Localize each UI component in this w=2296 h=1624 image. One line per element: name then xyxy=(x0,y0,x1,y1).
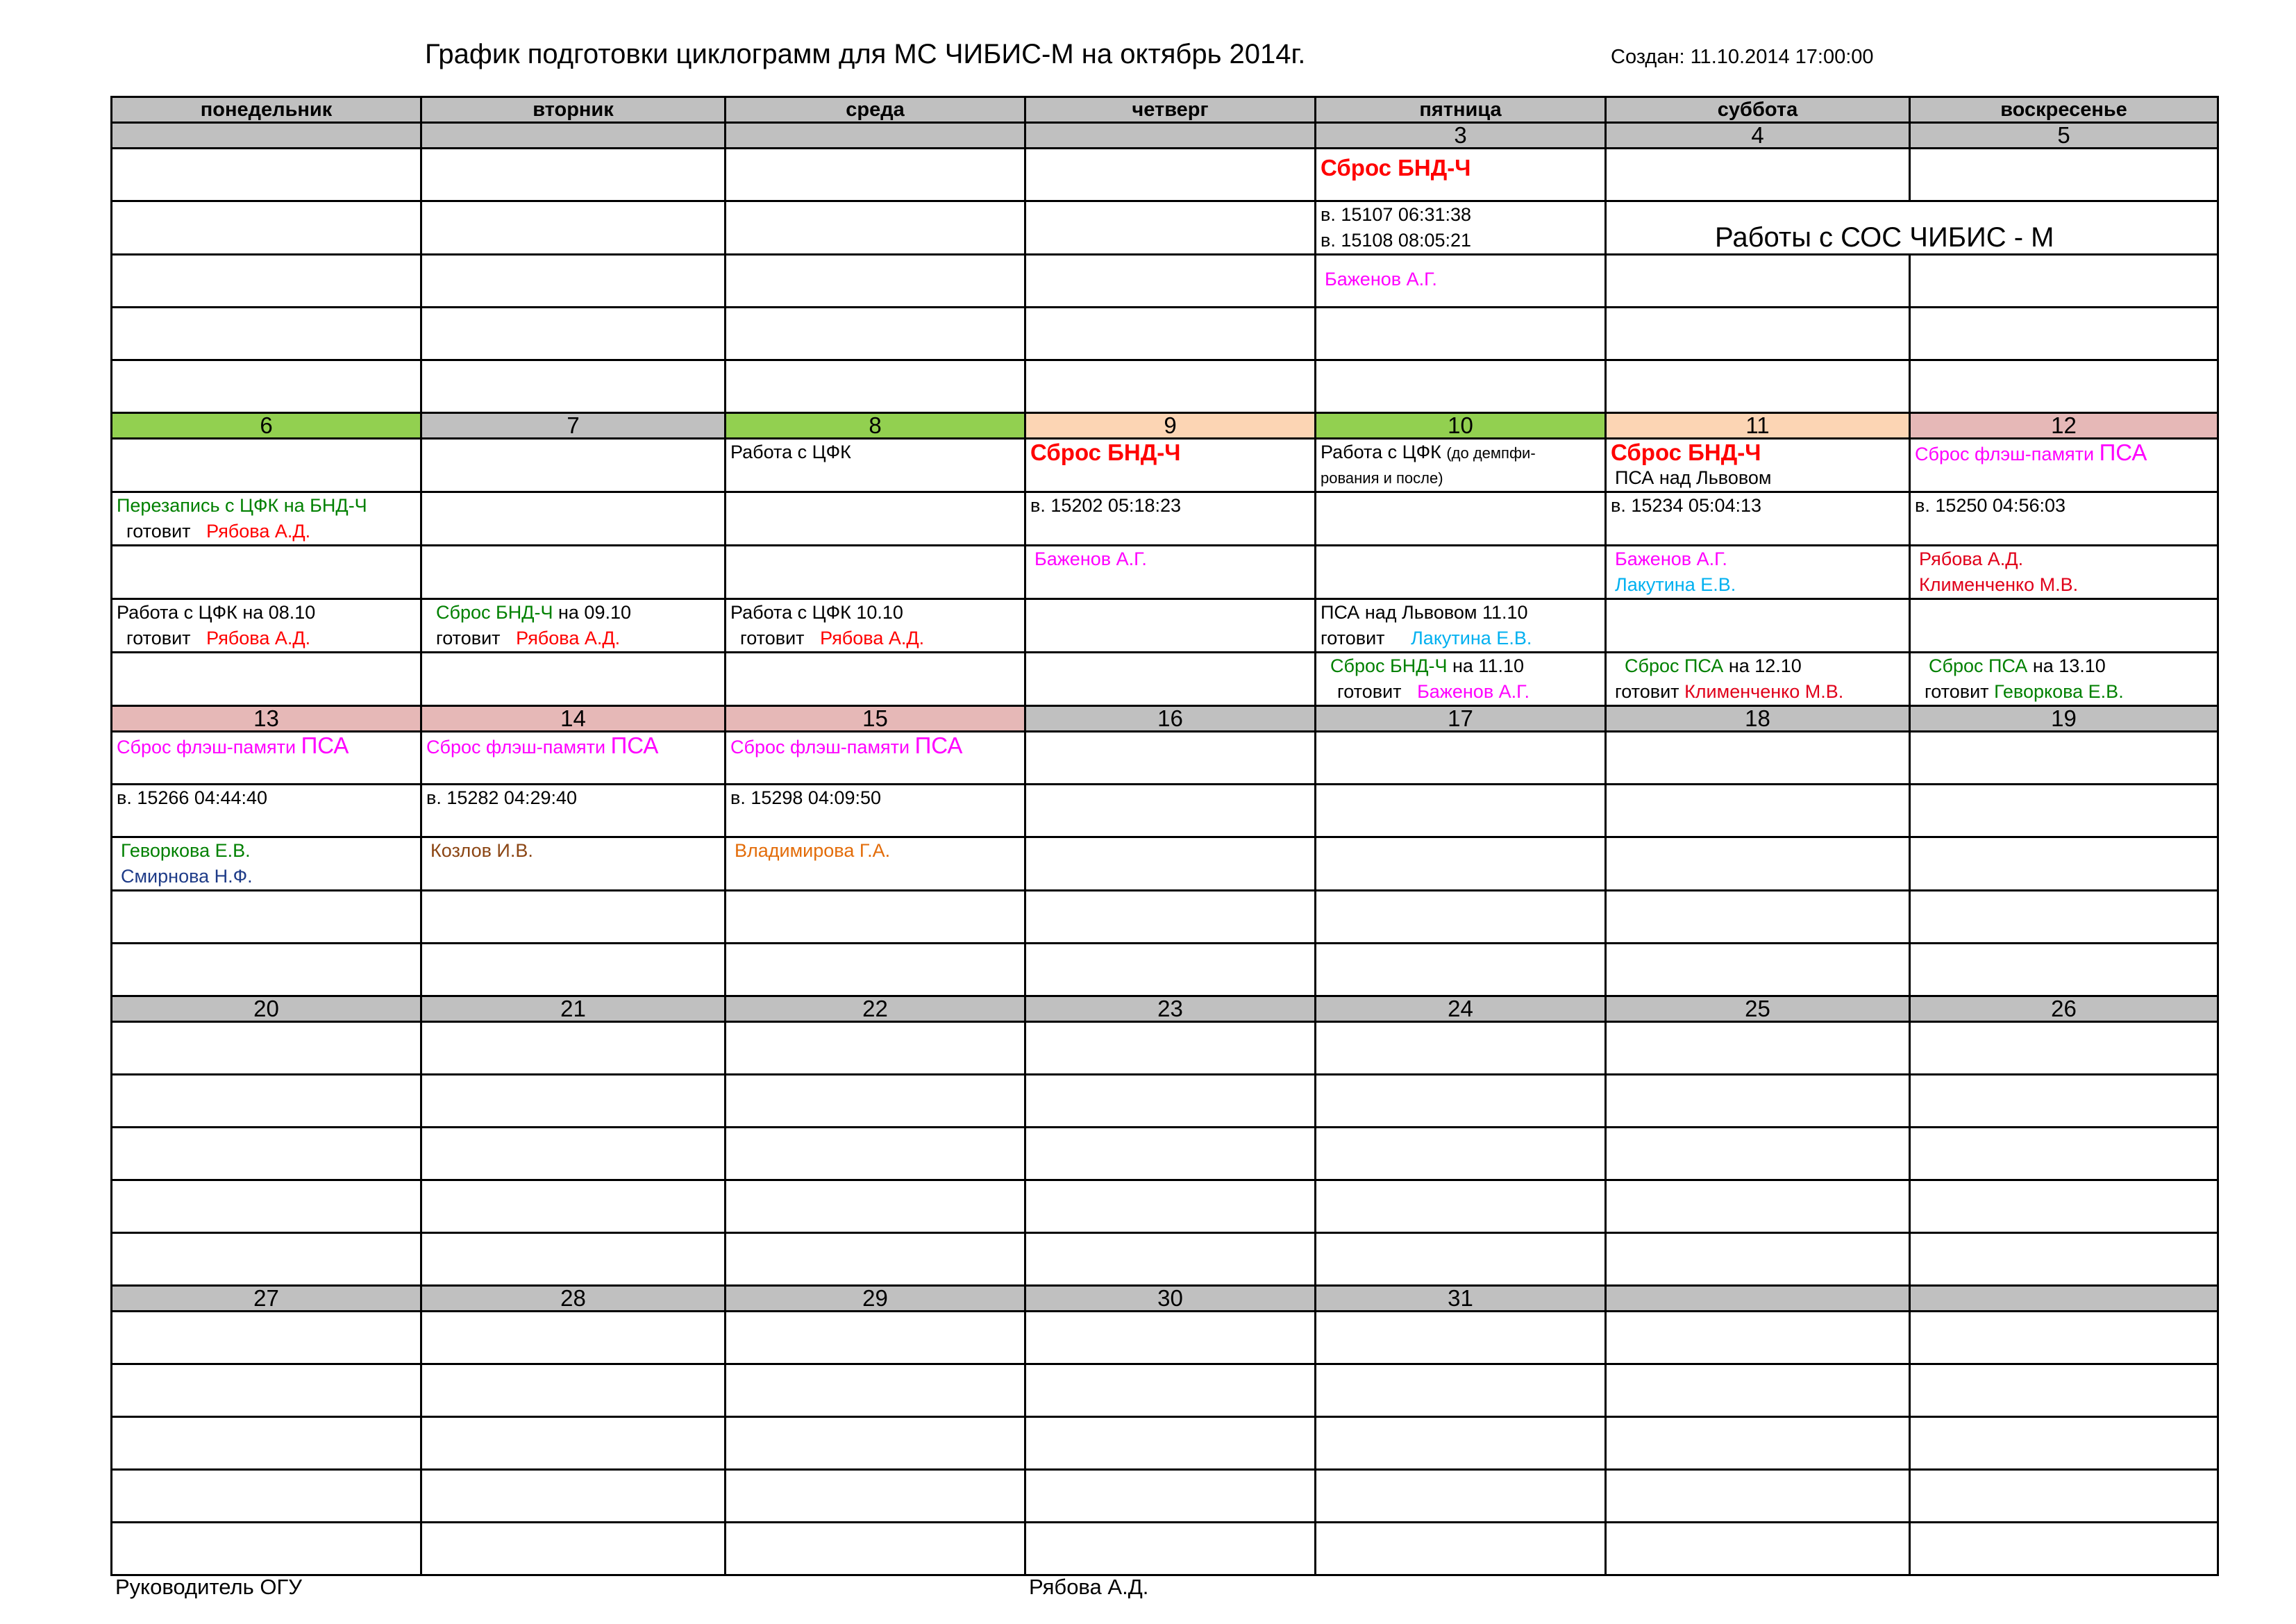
day-cell xyxy=(1025,1128,1316,1180)
day-cell xyxy=(1606,891,1910,944)
calendar-grid xyxy=(110,96,2219,1576)
day-cell xyxy=(1025,944,1316,996)
date-cell: 7 xyxy=(421,413,726,439)
day-cell xyxy=(1910,308,2218,360)
orbit-time: в. 15107 06:31:38 xyxy=(1321,204,1472,225)
date-cell: 4 xyxy=(1606,123,1910,149)
day-cell xyxy=(421,891,726,944)
day-cell xyxy=(1316,599,1606,653)
day-cell xyxy=(421,732,726,785)
day-cell xyxy=(421,1470,726,1523)
day-cell xyxy=(1316,492,1606,546)
day-cell xyxy=(1606,308,1910,360)
day-cell xyxy=(421,1233,726,1286)
date-cell: 31 xyxy=(1316,1286,1606,1312)
day-cell xyxy=(1025,1417,1316,1470)
event-note: (до демпфи- xyxy=(1446,444,1536,462)
day-cell xyxy=(726,1470,1025,1523)
event-text: Сброс БНД-Ч xyxy=(436,602,553,623)
day-cell xyxy=(1606,1470,1910,1523)
day-cell xyxy=(726,492,1025,546)
day-cell xyxy=(112,1364,421,1417)
day-cell xyxy=(1606,1180,1910,1233)
event-text: Работа с ЦФК xyxy=(1321,442,1447,462)
day-cell xyxy=(726,785,1025,837)
day-cell xyxy=(421,785,726,837)
day-cell xyxy=(1316,1075,1606,1128)
day-cell xyxy=(1025,492,1316,546)
day-cell xyxy=(421,944,726,996)
day-cell xyxy=(1316,1470,1606,1523)
day-cell xyxy=(112,201,421,255)
day-cell xyxy=(112,149,421,201)
day-cell xyxy=(1910,492,2218,546)
day-cell xyxy=(421,1075,726,1128)
day-cell xyxy=(1316,1417,1606,1470)
event-title-psa: ПСА xyxy=(2099,440,2147,465)
day-cell xyxy=(1316,1523,1606,1575)
day-cell xyxy=(1025,1233,1316,1286)
date-cell: 28 xyxy=(421,1286,726,1312)
event-text: Работа с ЦФК на 08.10 xyxy=(117,602,316,623)
day-cell xyxy=(421,1417,726,1470)
day-cell xyxy=(112,732,421,785)
page-title: График подготовки циклограмм для МС ЧИБИС-М на октябрь 2014г. xyxy=(425,39,1306,69)
day-cell xyxy=(1316,1128,1606,1180)
person-name: Лакутина Е.В. xyxy=(1411,628,1532,648)
day-cell xyxy=(1316,785,1606,837)
day-cell xyxy=(1606,360,1910,413)
day-cell xyxy=(1025,1075,1316,1128)
day-cell xyxy=(112,1417,421,1470)
day-cell xyxy=(726,1364,1025,1417)
orbit-time: в. 15202 05:18:23 xyxy=(1030,495,1182,516)
weekday-header: пятница xyxy=(1316,97,1606,123)
date-cell: 26 xyxy=(1910,996,2218,1022)
event-title: Сброс БНД-Ч xyxy=(1611,440,1761,465)
date-cell: 25 xyxy=(1606,996,1910,1022)
person-name: Рябова А.Д. xyxy=(516,628,621,648)
date-cell: 21 xyxy=(421,996,726,1022)
day-cell xyxy=(1025,201,1316,255)
day-cell xyxy=(1910,944,2218,996)
day-cell xyxy=(726,891,1025,944)
day-cell xyxy=(1316,149,1606,201)
day-cell xyxy=(726,599,1025,653)
event-text: Сброс ПСА xyxy=(1929,655,2028,676)
person-name: Клименченко М.В. xyxy=(1684,681,1844,702)
event-text: Работа с ЦФК 10.10 xyxy=(730,602,903,623)
date-cell: 16 xyxy=(1025,706,1316,732)
day-cell xyxy=(112,308,421,360)
day-cell xyxy=(421,201,726,255)
date-cell: 17 xyxy=(1316,706,1606,732)
day-cell xyxy=(726,149,1025,201)
day-cell xyxy=(421,308,726,360)
event-note: рования и после) xyxy=(1321,469,1443,487)
day-cell xyxy=(1910,546,2218,599)
day-cell xyxy=(1606,653,1910,706)
day-cell xyxy=(1025,837,1316,891)
day-cell xyxy=(112,360,421,413)
weekday-header: понедельник xyxy=(112,97,421,123)
day-cell xyxy=(112,785,421,837)
date-cell: 5 xyxy=(1910,123,2218,149)
orbit-time: в. 15108 08:05:21 xyxy=(1321,230,1472,251)
day-cell xyxy=(726,1128,1025,1180)
date-cell: 10 xyxy=(1316,413,1606,439)
day-cell xyxy=(1606,546,1910,599)
day-cell xyxy=(112,1312,421,1364)
date-cell: 15 xyxy=(726,706,1025,732)
soc-works-label: Работы с СОС ЧИБИС - М xyxy=(1715,222,2054,253)
day-cell xyxy=(421,653,726,706)
day-cell xyxy=(1316,653,1606,706)
day-cell xyxy=(421,149,726,201)
day-cell xyxy=(112,1075,421,1128)
day-cell xyxy=(1606,1075,1910,1128)
event-text: Перезапись с ЦФК на БНД-Ч xyxy=(117,495,367,516)
day-cell xyxy=(1606,1523,1910,1575)
day-cell xyxy=(112,891,421,944)
date-cell: 13 xyxy=(112,706,421,732)
day-cell xyxy=(726,837,1025,891)
day-cell xyxy=(1025,1364,1316,1417)
event-text: Работа с ЦФК xyxy=(730,442,851,462)
prep-label: готовит xyxy=(126,628,191,648)
event-text: на 13.10 xyxy=(2027,655,2106,676)
person-name: Клименченко М.В. xyxy=(1919,574,2079,595)
day-cell xyxy=(112,599,421,653)
event-text: на 11.10 xyxy=(1447,655,1524,676)
person-name: Лакутина Е.В. xyxy=(1615,574,1736,595)
person-name: Смирнова Н.Ф. xyxy=(121,866,253,887)
day-cell xyxy=(421,1180,726,1233)
day-cell xyxy=(1316,308,1606,360)
day-cell xyxy=(1316,360,1606,413)
footer-signatory: Рябова А.Д. xyxy=(1029,1575,1149,1599)
day-cell xyxy=(112,1233,421,1286)
date-cell xyxy=(421,123,726,149)
person-name: Баженов А.Г. xyxy=(1615,549,1727,569)
date-cell xyxy=(1606,1286,1910,1312)
day-cell xyxy=(1316,891,1606,944)
date-cell: 27 xyxy=(112,1286,421,1312)
day-cell xyxy=(112,1128,421,1180)
day-cell xyxy=(1606,255,1910,308)
day-cell xyxy=(112,492,421,546)
day-cell xyxy=(1606,149,1910,201)
day-cell xyxy=(1910,837,2218,891)
event-text: Сброс ПСА xyxy=(1625,655,1724,676)
day-cell xyxy=(1606,837,1910,891)
day-cell xyxy=(726,944,1025,996)
date-cell xyxy=(1025,123,1316,149)
prep-label: готовит xyxy=(126,521,191,542)
date-cell: 6 xyxy=(112,413,421,439)
day-cell xyxy=(1606,732,1910,785)
date-cell: 24 xyxy=(1316,996,1606,1022)
day-cell xyxy=(1910,1180,2218,1233)
day-cell xyxy=(1025,360,1316,413)
date-cell: 12 xyxy=(1910,413,2218,439)
day-cell xyxy=(1025,1022,1316,1075)
event-text: на 09.10 xyxy=(553,602,631,623)
day-cell xyxy=(726,1417,1025,1470)
day-cell xyxy=(421,1312,726,1364)
day-cell xyxy=(1025,308,1316,360)
day-cell xyxy=(1025,1470,1316,1523)
day-cell xyxy=(112,1470,421,1523)
event-title: Сброс БНД-Ч xyxy=(1030,440,1181,465)
person-name: Рябова А.Д. xyxy=(820,628,925,648)
weekday-header: четверг xyxy=(1025,97,1316,123)
day-cell xyxy=(112,439,421,492)
date-cell: 18 xyxy=(1606,706,1910,732)
day-cell xyxy=(726,308,1025,360)
day-cell xyxy=(1910,1128,2218,1180)
day-cell xyxy=(1025,1180,1316,1233)
day-cell xyxy=(1025,785,1316,837)
day-cell xyxy=(421,1523,726,1575)
person-name: Геворкова Е.В. xyxy=(1994,681,2124,702)
day-cell xyxy=(421,255,726,308)
day-cell xyxy=(726,1523,1025,1575)
person-name: Баженов А.Г. xyxy=(1034,549,1147,569)
day-cell xyxy=(1025,255,1316,308)
date-cell: 29 xyxy=(726,1286,1025,1312)
day-cell xyxy=(421,1022,726,1075)
day-cell xyxy=(726,255,1025,308)
day-cell xyxy=(726,1022,1025,1075)
day-cell xyxy=(1606,785,1910,837)
day-cell xyxy=(1316,439,1606,492)
day-cell xyxy=(421,492,726,546)
event-title: Сброс флэш-памяти xyxy=(1915,444,2100,464)
event-title: Сброс БНД-Ч xyxy=(1321,155,1471,181)
day-cell xyxy=(726,732,1025,785)
day-cell xyxy=(1606,492,1910,546)
weekday-header: вторник xyxy=(421,97,726,123)
day-cell xyxy=(112,1022,421,1075)
day-cell xyxy=(1910,1364,2218,1417)
day-cell xyxy=(1910,439,2218,492)
day-cell xyxy=(1910,1233,2218,1286)
date-cell: 3 xyxy=(1316,123,1606,149)
day-cell xyxy=(1606,439,1910,492)
day-cell xyxy=(1316,1180,1606,1233)
day-cell xyxy=(1606,599,1910,653)
day-cell xyxy=(1910,1470,2218,1523)
day-cell xyxy=(1316,546,1606,599)
day-cell xyxy=(1910,785,2218,837)
event-title-psa: ПСА xyxy=(610,733,659,758)
prep-label: готовит xyxy=(1925,681,1989,702)
event-title: Сброс флэш-памяти xyxy=(730,737,915,757)
person-name: Владимирова Г.А. xyxy=(735,840,891,861)
day-cell xyxy=(1025,546,1316,599)
day-cell xyxy=(1025,891,1316,944)
day-cell xyxy=(726,1180,1025,1233)
day-cell xyxy=(1910,149,2218,201)
day-cell xyxy=(1025,732,1316,785)
event-title: Сброс флэш-памяти xyxy=(117,737,301,757)
day-cell xyxy=(1025,1523,1316,1575)
event-title: Сброс флэш-памяти xyxy=(426,737,611,757)
event-title-psa: ПСА xyxy=(914,733,963,758)
date-cell: 30 xyxy=(1025,1286,1316,1312)
event-text: ПСА над Львовом 11.10 xyxy=(1321,602,1528,623)
event-text: ПСА над Львовом xyxy=(1615,467,1772,488)
day-cell xyxy=(1316,1022,1606,1075)
event-text: на 12.10 xyxy=(1723,655,1802,676)
person-name: Рябова А.Д. xyxy=(206,521,311,542)
day-cell xyxy=(726,439,1025,492)
day-cell xyxy=(1910,1417,2218,1470)
day-cell xyxy=(1910,360,2218,413)
day-cell xyxy=(1910,732,2218,785)
day-cell xyxy=(112,653,421,706)
day-cell xyxy=(1910,1312,2218,1364)
day-cell xyxy=(1316,732,1606,785)
date-cell: 9 xyxy=(1025,413,1316,439)
orbit-time: в. 15298 04:09:50 xyxy=(730,787,882,808)
day-cell xyxy=(421,439,726,492)
day-cell xyxy=(421,599,726,653)
day-cell xyxy=(1606,1312,1910,1364)
orbit-time: в. 15250 04:56:03 xyxy=(1915,495,2066,516)
date-cell: 22 xyxy=(726,996,1025,1022)
day-cell xyxy=(726,546,1025,599)
day-cell xyxy=(112,1180,421,1233)
day-cell xyxy=(112,546,421,599)
prep-label: готовит xyxy=(436,628,501,648)
day-cell xyxy=(726,1312,1025,1364)
person-name: Баженов А.Г. xyxy=(1417,681,1530,702)
date-cell xyxy=(1910,1286,2218,1312)
day-cell xyxy=(421,360,726,413)
day-cell xyxy=(421,1364,726,1417)
day-cell xyxy=(1316,944,1606,996)
day-cell xyxy=(1606,1128,1910,1180)
person-name: Геворкова Е.В. xyxy=(121,840,251,861)
person-name: Баженов А.Г. xyxy=(1325,269,1437,290)
day-cell xyxy=(1316,201,1606,255)
day-cell xyxy=(1910,599,2218,653)
event-text: Сброс БНД-Ч xyxy=(1330,655,1448,676)
prep-label: готовит xyxy=(1615,681,1679,702)
day-cell xyxy=(421,546,726,599)
day-cell xyxy=(421,837,726,891)
day-cell xyxy=(726,653,1025,706)
day-cell xyxy=(1316,255,1606,308)
weekday-header: суббота xyxy=(1606,97,1910,123)
day-cell xyxy=(1025,599,1316,653)
day-cell xyxy=(1910,1523,2218,1575)
orbit-time: в. 15234 05:04:13 xyxy=(1611,495,1762,516)
date-cell: 11 xyxy=(1606,413,1910,439)
day-cell xyxy=(1316,1364,1606,1417)
footer-role: Руководитель ОГУ xyxy=(115,1575,302,1599)
prep-label: готовит xyxy=(740,628,805,648)
date-cell: 20 xyxy=(112,996,421,1022)
person-name: Рябова А.Д. xyxy=(1919,549,2024,569)
day-cell xyxy=(1606,1364,1910,1417)
day-cell xyxy=(1606,1417,1910,1470)
day-cell xyxy=(112,1523,421,1575)
created-timestamp: Создан: 11.10.2014 17:00:00 xyxy=(1611,46,1874,68)
prep-label: готовит xyxy=(1337,681,1402,702)
day-cell xyxy=(421,1128,726,1180)
day-cell xyxy=(1910,891,2218,944)
day-cell xyxy=(1910,1022,2218,1075)
day-cell xyxy=(1606,1233,1910,1286)
day-cell xyxy=(726,1233,1025,1286)
day-cell xyxy=(1316,1233,1606,1286)
orbit-time: в. 15266 04:44:40 xyxy=(117,787,268,808)
day-cell xyxy=(1025,439,1316,492)
day-cell xyxy=(726,360,1025,413)
prep-label: готовит xyxy=(1321,628,1385,648)
day-cell xyxy=(1606,1022,1910,1075)
date-cell xyxy=(112,123,421,149)
weekday-header: воскресенье xyxy=(1910,97,2218,123)
orbit-time: в. 15282 04:29:40 xyxy=(426,787,578,808)
day-cell xyxy=(1910,653,2218,706)
day-cell xyxy=(1606,944,1910,996)
day-cell xyxy=(1910,1075,2218,1128)
date-cell: 14 xyxy=(421,706,726,732)
date-cell: 8 xyxy=(726,413,1025,439)
day-cell xyxy=(726,1075,1025,1128)
day-cell xyxy=(1316,837,1606,891)
day-cell xyxy=(112,255,421,308)
day-cell xyxy=(112,944,421,996)
day-cell xyxy=(112,837,421,891)
person-name: Рябова А.Д. xyxy=(206,628,311,648)
date-cell xyxy=(726,123,1025,149)
event-title-psa: ПСА xyxy=(301,733,349,758)
day-cell xyxy=(1910,255,2218,308)
day-cell xyxy=(1316,1312,1606,1364)
day-cell xyxy=(1025,149,1316,201)
person-name: Козлов И.В. xyxy=(430,840,533,861)
day-cell xyxy=(1025,653,1316,706)
day-cell xyxy=(1025,1312,1316,1364)
date-cell: 19 xyxy=(1910,706,2218,732)
day-cell xyxy=(726,201,1025,255)
weekday-header: среда xyxy=(726,97,1025,123)
date-cell: 23 xyxy=(1025,996,1316,1022)
